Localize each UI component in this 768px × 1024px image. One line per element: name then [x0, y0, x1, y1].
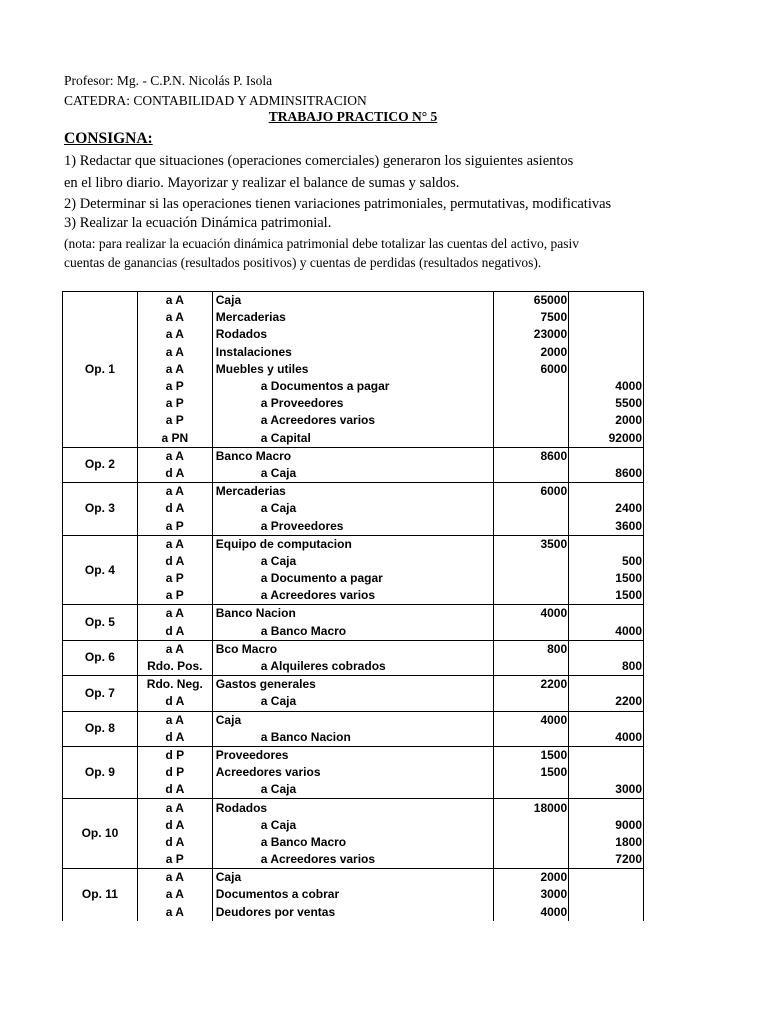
- account-class: a A: [137, 309, 212, 326]
- journal-row: [63, 465, 644, 483]
- credit-amount: 500: [569, 553, 644, 570]
- journal-row: [63, 851, 644, 869]
- account-class: a A: [137, 326, 212, 343]
- journal-row: [63, 309, 644, 326]
- account-name: a Banco Nacion: [212, 729, 494, 747]
- account-name: Instalaciones: [212, 344, 494, 361]
- debit-amount: [494, 517, 569, 535]
- credit-amount: 800: [569, 658, 644, 676]
- operation-label: Op. 10: [63, 799, 138, 869]
- journal-body: [63, 292, 644, 921]
- account-class: d A: [137, 693, 212, 711]
- account-class: a P: [137, 851, 212, 869]
- operation-label: Op. 11: [63, 869, 138, 921]
- journal-row: [63, 729, 644, 747]
- credit-amount: 3600: [569, 517, 644, 535]
- instruction-line-3: 2) Determinar si las operaciones tienen variaciones patrimoniales, permutativas, modificativas: [64, 196, 612, 212]
- credit-amount: [569, 869, 644, 887]
- account-class: d A: [137, 500, 212, 517]
- debit-amount: [494, 623, 569, 641]
- account-name: Banco Macro: [212, 447, 494, 465]
- operation-label: Op. 5: [63, 605, 138, 640]
- account-name: a Caja: [212, 500, 494, 517]
- account-name: a Acreedores varios: [212, 412, 494, 429]
- journal-row: [63, 570, 644, 587]
- journal-row: [63, 869, 644, 887]
- instruction-line-6: cuentas de ganancias (resultados positivos) y cuentas de perdidas (resultados negativos).: [64, 255, 542, 270]
- account-class: a A: [137, 904, 212, 921]
- account-class: a A: [137, 292, 212, 310]
- debit-amount: 2000: [494, 344, 569, 361]
- debit-amount: 65000: [494, 292, 569, 310]
- instruction-line-4: 3) Realizar la ecuación Dinámica patrimonial.: [64, 215, 332, 231]
- credit-amount: [569, 640, 644, 658]
- debit-amount: 2200: [494, 676, 569, 694]
- credit-amount: 2200: [569, 693, 644, 711]
- account-name: Rodados: [212, 326, 494, 343]
- operation-label: Op. 6: [63, 640, 138, 675]
- operation-label: Op. 7: [63, 676, 138, 711]
- account-name: Deudores por ventas: [212, 904, 494, 921]
- credit-amount: 4000: [569, 729, 644, 747]
- account-class: a PN: [137, 430, 212, 448]
- account-name: Muebles y utiles: [212, 361, 494, 378]
- account-name: a Acreedores varios: [212, 851, 494, 869]
- account-class: d A: [137, 465, 212, 483]
- credit-amount: [569, 605, 644, 623]
- debit-amount: 4000: [494, 605, 569, 623]
- account-name: Proveedores: [212, 746, 494, 764]
- account-name: Bco Macro: [212, 640, 494, 658]
- account-name: Documentos a cobrar: [212, 886, 494, 903]
- account-class: a P: [137, 412, 212, 429]
- account-class: a P: [137, 378, 212, 395]
- page-title: TRABAJO PRACTICO N° 5: [268, 109, 438, 124]
- credit-amount: [569, 292, 644, 310]
- account-class: d A: [137, 834, 212, 851]
- account-class: Rdo. Pos.: [137, 658, 212, 676]
- account-class: a P: [137, 517, 212, 535]
- instruction-line-5: (nota: para realizar la ecuación dinámica patrimonial debe totalizar las cuentas del activo, pasiv: [64, 236, 580, 251]
- debit-amount: [494, 851, 569, 869]
- account-name: Mercaderias: [212, 483, 494, 501]
- journal-row: [63, 764, 644, 781]
- debit-amount: 7500: [494, 309, 569, 326]
- journal-row: [63, 834, 644, 851]
- journal-row: [63, 746, 644, 764]
- account-name: a Capital: [212, 430, 494, 448]
- journal-table: [62, 291, 644, 921]
- account-name: a Proveedores: [212, 517, 494, 535]
- operation-label: Op. 4: [63, 535, 138, 605]
- journal-row: [63, 447, 644, 465]
- journal-row: [63, 430, 644, 448]
- account-class: a A: [137, 711, 212, 729]
- journal-row: [63, 781, 644, 799]
- debit-amount: [494, 587, 569, 605]
- debit-amount: 4000: [494, 711, 569, 729]
- journal-row: [63, 517, 644, 535]
- debit-amount: 4000: [494, 904, 569, 921]
- credit-amount: [569, 344, 644, 361]
- account-name: Caja: [212, 711, 494, 729]
- account-class: a A: [137, 605, 212, 623]
- account-name: Equipo de computacion: [212, 535, 494, 553]
- debit-amount: 6000: [494, 361, 569, 378]
- journal-row: [63, 535, 644, 553]
- account-class: d A: [137, 553, 212, 570]
- journal-row: [63, 605, 644, 623]
- credit-amount: [569, 711, 644, 729]
- account-class: a A: [137, 447, 212, 465]
- account-class: d P: [137, 764, 212, 781]
- debit-amount: [494, 729, 569, 747]
- debit-amount: [494, 817, 569, 834]
- account-name: Caja: [212, 869, 494, 887]
- journal-row: [63, 326, 644, 343]
- credit-amount: [569, 447, 644, 465]
- debit-amount: [494, 693, 569, 711]
- debit-amount: 3000: [494, 886, 569, 903]
- credit-amount: 1500: [569, 570, 644, 587]
- account-class: a P: [137, 587, 212, 605]
- debit-amount: [494, 781, 569, 799]
- account-class: a A: [137, 483, 212, 501]
- credit-amount: 1500: [569, 587, 644, 605]
- journal-row: [63, 483, 644, 501]
- debit-amount: 18000: [494, 799, 569, 817]
- consigna-heading: CONSIGNA:: [64, 130, 153, 147]
- credit-amount: 7200: [569, 851, 644, 869]
- account-name: a Caja: [212, 693, 494, 711]
- debit-amount: [494, 412, 569, 429]
- journal-row: [63, 676, 644, 694]
- journal-row: [63, 361, 644, 378]
- account-class: a A: [137, 535, 212, 553]
- credit-amount: [569, 904, 644, 921]
- account-class: a A: [137, 886, 212, 903]
- debit-amount: [494, 378, 569, 395]
- journal-row: [63, 412, 644, 429]
- credit-amount: [569, 361, 644, 378]
- operation-label: Op. 1: [63, 292, 138, 448]
- debit-amount: [494, 834, 569, 851]
- account-class: a A: [137, 799, 212, 817]
- credit-amount: 2000: [569, 412, 644, 429]
- credit-amount: 2400: [569, 500, 644, 517]
- journal-row: [63, 886, 644, 903]
- journal-row: [63, 500, 644, 517]
- journal-row: [63, 292, 644, 310]
- journal-row: [63, 623, 644, 641]
- credit-amount: [569, 764, 644, 781]
- operation-label: Op. 8: [63, 711, 138, 746]
- account-name: a Caja: [212, 817, 494, 834]
- account-name: Banco Nacion: [212, 605, 494, 623]
- credit-amount: [569, 309, 644, 326]
- journal-row: [63, 693, 644, 711]
- account-name: Acreedores varios: [212, 764, 494, 781]
- account-name: a Banco Macro: [212, 623, 494, 641]
- operation-label: Op. 3: [63, 483, 138, 536]
- catedra-line: CATEDRA: CONTABILIDAD Y ADMINSITRACION: [64, 93, 367, 108]
- journal-row: [63, 378, 644, 395]
- account-class: a P: [137, 570, 212, 587]
- account-class: a P: [137, 395, 212, 412]
- account-name: a Documento a pagar: [212, 570, 494, 587]
- account-class: d A: [137, 623, 212, 641]
- credit-amount: 5500: [569, 395, 644, 412]
- operation-label: Op. 9: [63, 746, 138, 799]
- journal-row: [63, 658, 644, 676]
- account-name: a Alquileres cobrados: [212, 658, 494, 676]
- account-class: Rdo. Neg.: [137, 676, 212, 694]
- credit-amount: 92000: [569, 430, 644, 448]
- instruction-line-1: 1) Redactar que situaciones (operaciones comerciales) generaron los siguientes asientos: [64, 153, 574, 169]
- debit-amount: [494, 395, 569, 412]
- debit-amount: 3500: [494, 535, 569, 553]
- credit-amount: 9000: [569, 817, 644, 834]
- journal-row: [63, 344, 644, 361]
- account-class: d A: [137, 781, 212, 799]
- credit-amount: [569, 676, 644, 694]
- debit-amount: [494, 553, 569, 570]
- instruction-line-2: en el libro diario. Mayorizar y realizar el balance de sumas y saldos.: [64, 175, 460, 191]
- account-name: a Acreedores varios: [212, 587, 494, 605]
- debit-amount: 2000: [494, 869, 569, 887]
- credit-amount: 3000: [569, 781, 644, 799]
- journal-row: [63, 640, 644, 658]
- account-class: d A: [137, 729, 212, 747]
- debit-amount: [494, 570, 569, 587]
- credit-amount: [569, 326, 644, 343]
- debit-amount: [494, 430, 569, 448]
- account-name: Gastos generales: [212, 676, 494, 694]
- debit-amount: 8600: [494, 447, 569, 465]
- journal-row: [63, 711, 644, 729]
- account-name: Mercaderias: [212, 309, 494, 326]
- account-class: d A: [137, 817, 212, 834]
- credit-amount: [569, 483, 644, 501]
- account-class: a A: [137, 361, 212, 378]
- journal-row: [63, 817, 644, 834]
- debit-amount: [494, 465, 569, 483]
- account-name: Caja: [212, 292, 494, 310]
- account-class: a A: [137, 344, 212, 361]
- debit-amount: 23000: [494, 326, 569, 343]
- account-class: d P: [137, 746, 212, 764]
- debit-amount: 1500: [494, 764, 569, 781]
- journal-row: [63, 587, 644, 605]
- account-name: a Proveedores: [212, 395, 494, 412]
- credit-amount: 4000: [569, 623, 644, 641]
- account-name: a Caja: [212, 465, 494, 483]
- debit-amount: 6000: [494, 483, 569, 501]
- account-class: a A: [137, 640, 212, 658]
- journal-row: [63, 799, 644, 817]
- credit-amount: [569, 746, 644, 764]
- credit-amount: 1800: [569, 834, 644, 851]
- account-name: a Caja: [212, 781, 494, 799]
- account-name: a Banco Macro: [212, 834, 494, 851]
- account-name: a Caja: [212, 553, 494, 570]
- debit-amount: 800: [494, 640, 569, 658]
- debit-amount: [494, 500, 569, 517]
- operation-label: Op. 2: [63, 447, 138, 482]
- credit-amount: [569, 799, 644, 817]
- credit-amount: 8600: [569, 465, 644, 483]
- account-name: Rodados: [212, 799, 494, 817]
- credit-amount: 4000: [569, 378, 644, 395]
- account-class: a A: [137, 869, 212, 887]
- journal-row: [63, 395, 644, 412]
- credit-amount: [569, 886, 644, 903]
- credit-amount: [569, 535, 644, 553]
- account-name: a Documentos a pagar: [212, 378, 494, 395]
- journal-row: [63, 904, 644, 921]
- journal-row: [63, 553, 644, 570]
- debit-amount: 1500: [494, 746, 569, 764]
- debit-amount: [494, 658, 569, 676]
- profesor-line: Profesor: Mg. - C.P.N. Nicolás P. Isola: [64, 73, 273, 88]
